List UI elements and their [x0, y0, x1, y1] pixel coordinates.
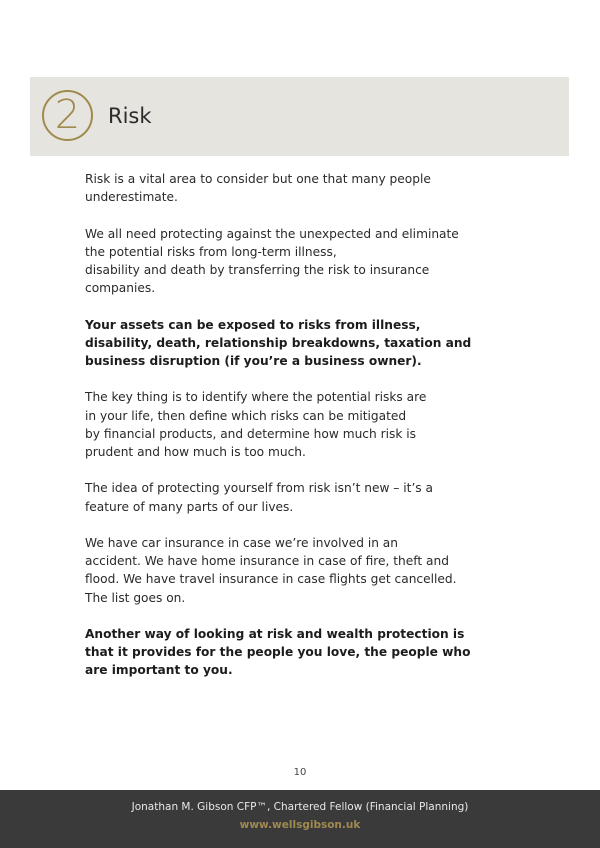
text-line: Another way of looking at risk and wealth protection is: [85, 626, 465, 641]
paragraph: [85, 479, 435, 515]
paragraph: [85, 388, 435, 461]
text-line: by financial products, and determine how much risk is: [85, 426, 417, 441]
section-header: [30, 77, 569, 156]
bold-paragraph: [85, 316, 472, 371]
text-line: prudent and how much is too much.: [85, 445, 306, 459]
text-line: Risk is a vital area to consider but one that many people: [85, 172, 431, 186]
text-line: the potential risks from long-term illness,: [85, 244, 337, 259]
text-line: We have car insurance in case we’re involved in an: [85, 535, 398, 550]
text-line: The list goes on.: [85, 590, 186, 605]
paragraph: [85, 534, 457, 607]
page-number: 10: [293, 767, 307, 778]
section-title: Risk: [108, 104, 152, 128]
text-line: The key thing is to identify where the potential risks are: [85, 390, 427, 405]
text-line: underestimate.: [85, 190, 178, 205]
text-line: flood. We have travel insurance in case flights get cancelled.: [85, 572, 457, 587]
text-line: We all need protecting against the unexpected and eliminate: [85, 226, 459, 241]
text-line: The idea of protecting yourself from risk isn’t new – it’s a: [85, 481, 434, 496]
body-text: [85, 170, 472, 698]
section-number-badge: 2: [42, 90, 93, 141]
bold-paragraph: [85, 625, 471, 680]
text-line: Your assets can be exposed to risks from illness,: [85, 317, 421, 332]
text-line: accident. We have home insurance in case of fire, theft and: [85, 554, 449, 569]
text-line: disability, death, relationship breakdowns, taxation and: [85, 335, 472, 350]
text-line: feature of many parts of our lives.: [85, 499, 294, 514]
footer-author: Jonathan M. Gibson CFP™, Chartered Fellow (Financial Planning): [131, 801, 469, 813]
text-line: companies.: [85, 281, 156, 296]
text-line: disability and death by transferring the risk to insurance: [85, 263, 430, 277]
footer-website-link[interactable]: www.wellsgibson.uk: [239, 819, 361, 831]
text-line: that it provides for the people you love, the people who: [85, 645, 471, 660]
paragraph: [85, 170, 435, 206]
text-line: are important to you.: [85, 663, 233, 678]
text-line: in your life, then define which risks can be mitigated: [85, 408, 407, 423]
footer: [0, 790, 600, 848]
paragraph: [85, 225, 459, 298]
text-line: business disruption (if you’re a business owner).: [85, 354, 422, 368]
